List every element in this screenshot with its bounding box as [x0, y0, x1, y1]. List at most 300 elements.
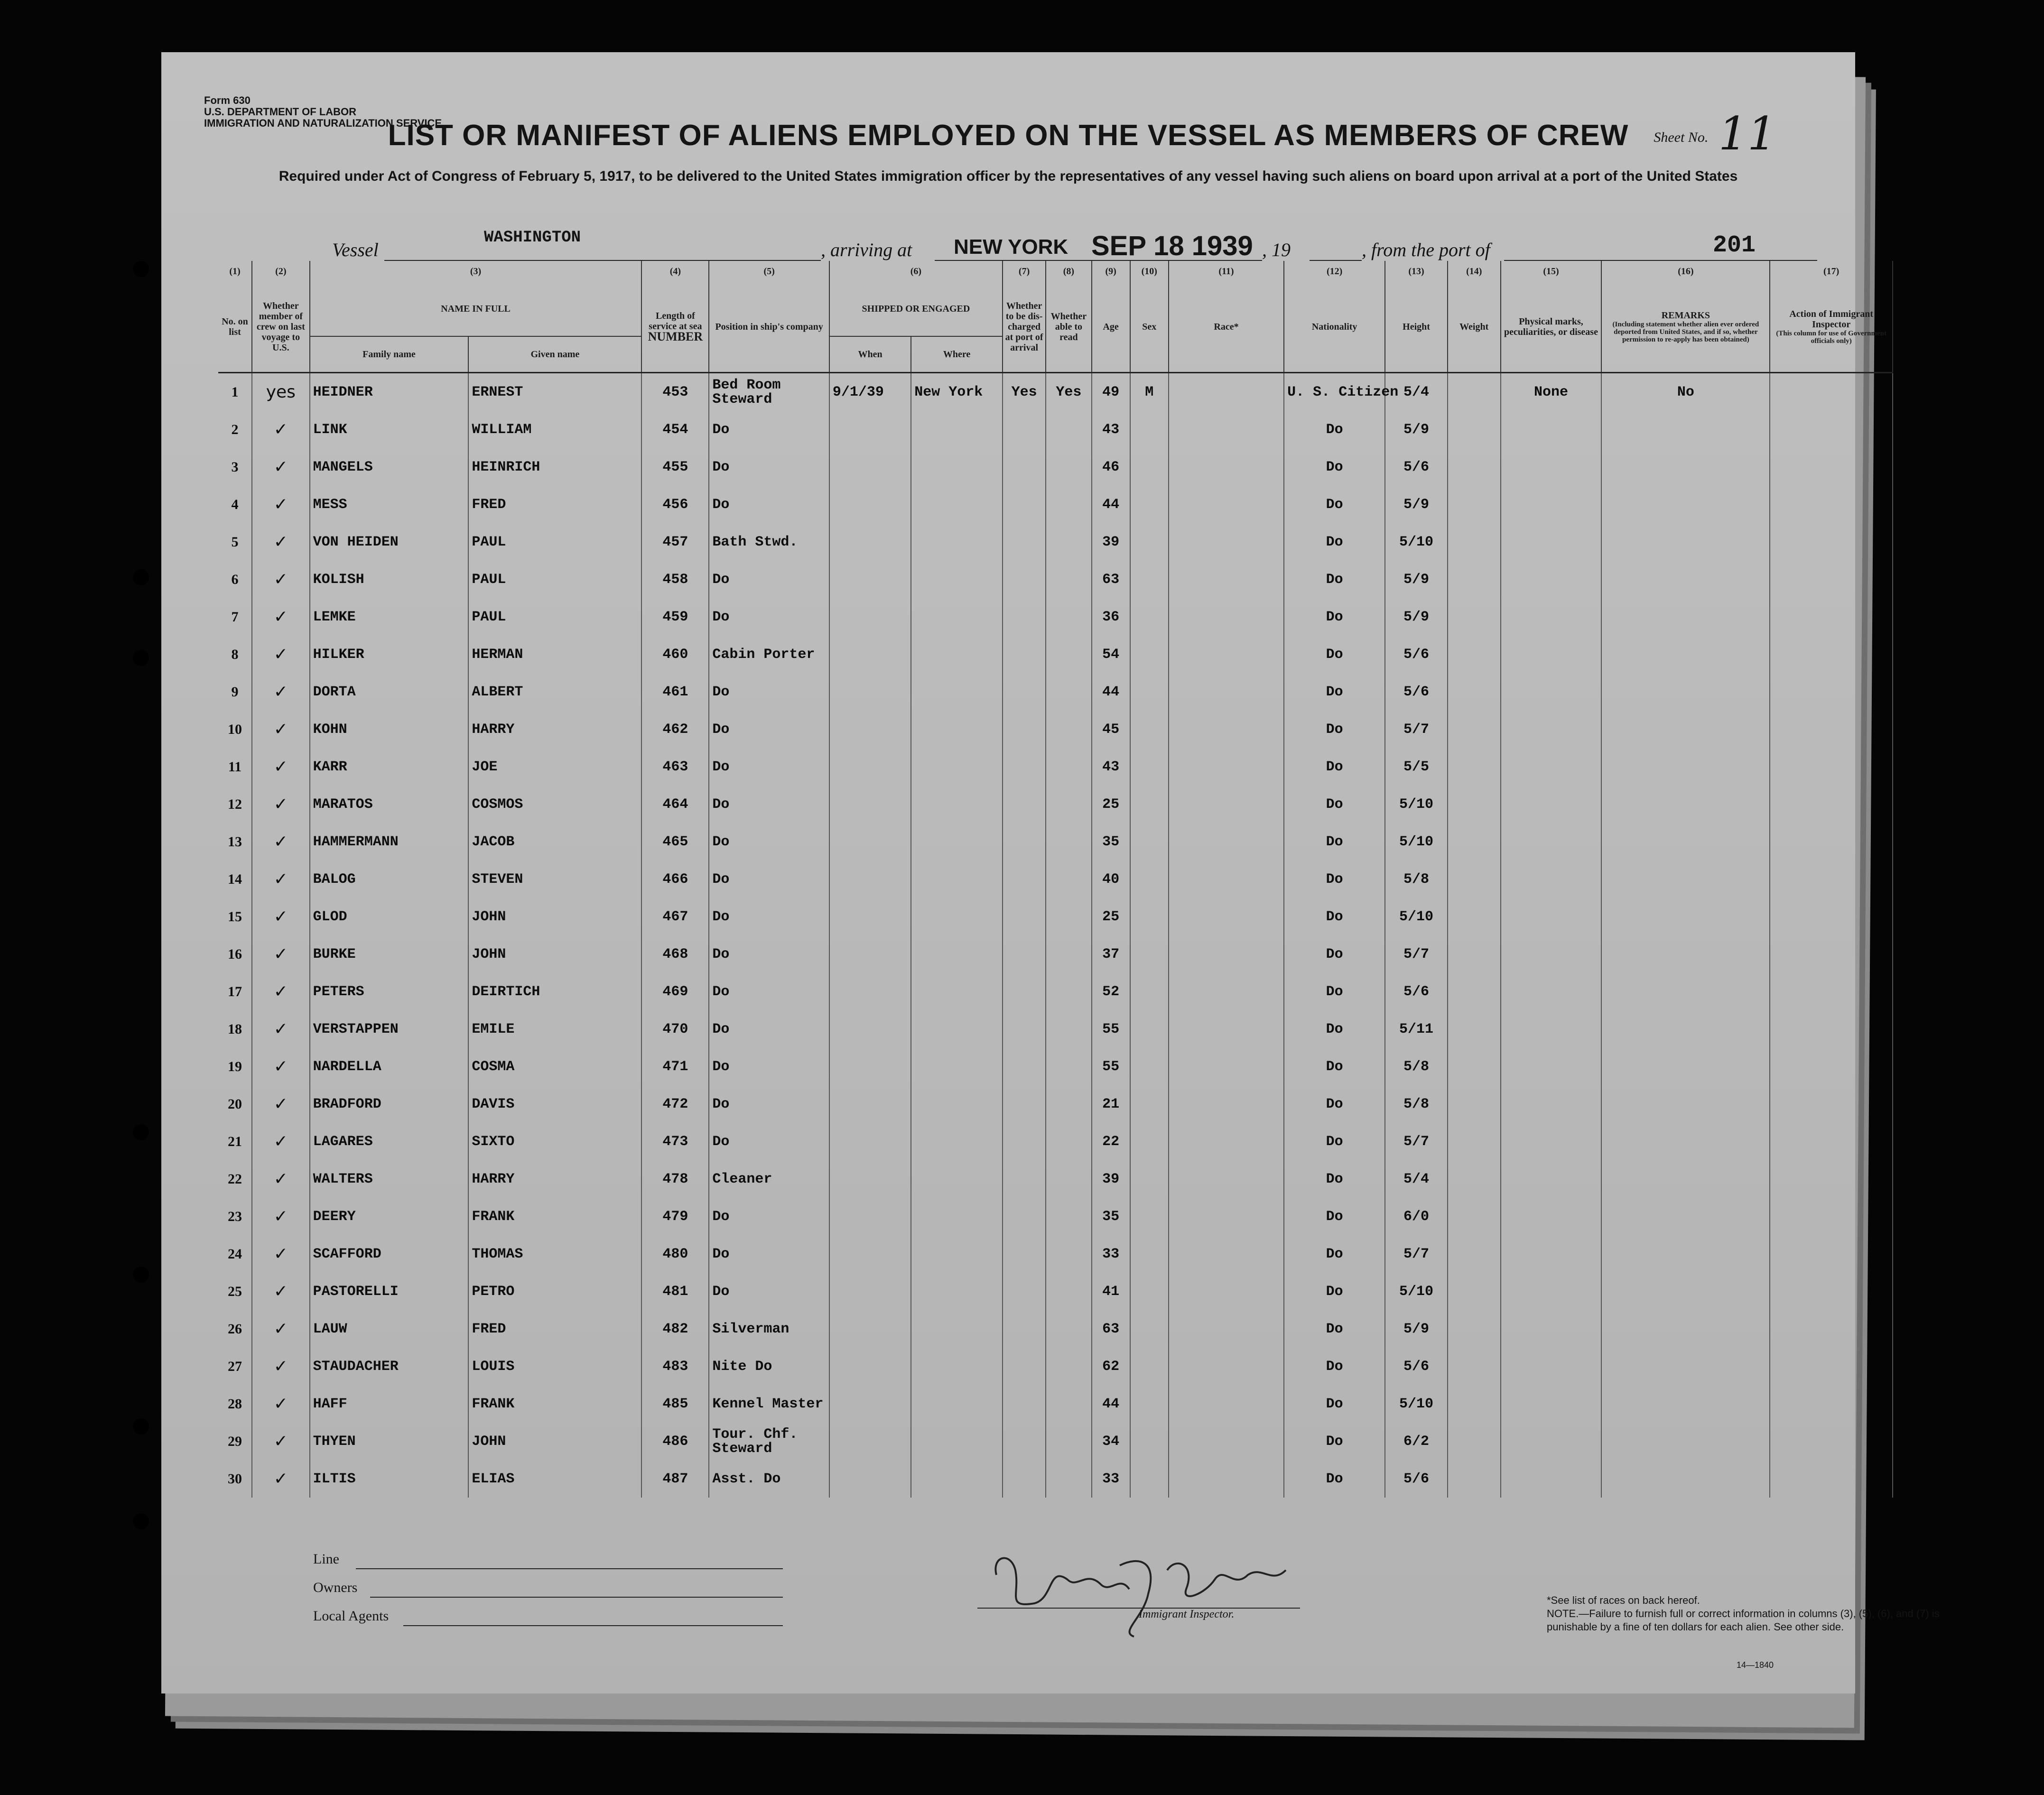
row-number-cell: 17 [218, 973, 252, 1010]
physical-marks-cell [1501, 711, 1602, 748]
shipped-where-cell [911, 1273, 1003, 1310]
row-number-cell: 8 [218, 636, 252, 673]
inspector-action-cell [1770, 523, 1893, 561]
table-row [218, 973, 1893, 1010]
page-title: LIST OR MANIFEST OF ALIENS EMPLOYED ON THE VESSEL AS MEMBERS OF CREW [388, 119, 1629, 152]
service-number-cell: 479 [641, 1198, 709, 1235]
nationality-cell: Do [1284, 673, 1385, 711]
sex-cell [1130, 1273, 1169, 1310]
shipped-when-cell [829, 935, 911, 973]
discharged-cell [1003, 448, 1046, 486]
inspector-action-cell [1770, 1010, 1893, 1048]
physical-marks-cell [1501, 1423, 1602, 1460]
remarks-sub: (Including statement whether alien ever ordered deported from United States, and if so, whether permission to re-apply has been obtained) [1612, 321, 1759, 343]
discharged-cell [1003, 711, 1046, 748]
age-cell: 25 [1092, 898, 1130, 935]
service-number-cell: 482 [641, 1310, 709, 1348]
shipped-when-cell [829, 711, 911, 748]
row-number-cell: 18 [218, 1010, 252, 1048]
physical-marks-cell [1501, 1160, 1602, 1198]
service-number-cell: 473 [641, 1123, 709, 1160]
height-cell: 5/8 [1385, 860, 1448, 898]
able-to-read-cell [1046, 598, 1091, 636]
sex-cell [1130, 448, 1169, 486]
table-row [218, 1048, 1893, 1085]
able-to-read-cell [1046, 1310, 1091, 1348]
able-to-read-cell [1046, 823, 1091, 860]
given-name-cell: SIXTO [468, 1123, 641, 1160]
discharged-cell [1003, 561, 1046, 598]
able-to-read-cell [1046, 523, 1091, 561]
given-name-cell: PAUL [468, 561, 641, 598]
table-row [218, 1198, 1893, 1235]
row-number-cell: 11 [218, 748, 252, 786]
height-cell: 5/11 [1385, 1010, 1448, 1048]
position-cell: Do [709, 786, 829, 823]
service-number-cell: 481 [641, 1273, 709, 1310]
nationality-cell: Do [1284, 1348, 1385, 1385]
punch-hole [133, 1418, 149, 1434]
race-cell [1169, 1235, 1284, 1273]
remarks-cell [1601, 748, 1770, 786]
able-to-read-cell [1046, 1010, 1091, 1048]
shipped-where-cell [911, 1123, 1003, 1160]
service-number-cell: 480 [641, 1235, 709, 1273]
vessel-label: Vessel [332, 239, 379, 260]
height-cell: 5/4 [1385, 1160, 1448, 1198]
able-to-read-cell [1046, 973, 1091, 1010]
position-cell: Do [709, 823, 829, 860]
year-label: , 19 [1262, 239, 1291, 260]
physical-marks-cell [1501, 1198, 1602, 1235]
member-last-voyage-cell: ✓ [252, 860, 310, 898]
remarks-cell [1601, 973, 1770, 1010]
member-last-voyage-cell: yes [252, 373, 310, 411]
member-last-voyage-cell: ✓ [252, 1348, 310, 1385]
table-row [218, 561, 1893, 598]
given-name-cell: COSMA [468, 1048, 641, 1085]
nationality-cell: Do [1284, 1010, 1385, 1048]
member-last-voyage-cell: ✓ [252, 711, 310, 748]
inspector-action-cell [1770, 486, 1893, 523]
punch-hole [133, 650, 149, 666]
shipped-when-cell [829, 823, 911, 860]
service-number-cell: 468 [641, 935, 709, 973]
physical-marks-cell [1501, 636, 1602, 673]
discharged-cell [1003, 973, 1046, 1010]
age-cell: 55 [1092, 1048, 1130, 1085]
age-cell: 55 [1092, 1010, 1130, 1048]
table-row [218, 448, 1893, 486]
race-cell [1169, 673, 1284, 711]
able-to-read-cell [1046, 1048, 1091, 1085]
able-to-read-cell [1046, 1198, 1091, 1235]
page-subtitle: Required under Act of Congress of February 5, 1917, to be delivered to the United States immigration officer by the representatives of any vessel having such aliens on board upon arrival at a port of the United States [279, 168, 1738, 184]
member-last-voyage-cell: ✓ [252, 1048, 310, 1085]
nationality-cell: Do [1284, 973, 1385, 1010]
shipped-when-cell [829, 860, 911, 898]
shipped-where-cell [911, 973, 1003, 1010]
header-position: Position in ship's company [709, 282, 829, 373]
discharged-cell [1003, 1123, 1046, 1160]
remarks-cell [1601, 1460, 1770, 1498]
position-cell: Do [709, 935, 829, 973]
position-cell: Asst. Do [709, 1460, 829, 1498]
colnum: (17) [1770, 261, 1893, 282]
header-discharged: Whether to be dis-charged at port of arrival [1003, 282, 1046, 373]
weight-cell [1448, 1460, 1501, 1498]
given-name-cell: STEVEN [468, 860, 641, 898]
weight-cell [1448, 1385, 1501, 1423]
colnum: (16) [1601, 261, 1770, 282]
header-action-inspector [1770, 282, 1893, 373]
header-weight: Weight [1448, 282, 1501, 373]
race-cell [1169, 1010, 1284, 1048]
height-cell: 5/9 [1385, 561, 1448, 598]
shipped-where-cell [911, 823, 1003, 860]
discharged-cell [1003, 1310, 1046, 1348]
weight-cell [1448, 1085, 1501, 1123]
able-to-read-cell [1046, 860, 1091, 898]
row-number-cell: 25 [218, 1273, 252, 1310]
able-to-read-cell [1046, 1423, 1091, 1460]
shipped-where-cell [911, 1460, 1003, 1498]
discharged-cell [1003, 1385, 1046, 1423]
nationality-cell: Do [1284, 411, 1385, 448]
row-number-cell: 2 [218, 411, 252, 448]
service-number-cell: 465 [641, 823, 709, 860]
from-port-label: , from the port of [1362, 239, 1490, 260]
discharged-cell [1003, 1235, 1046, 1273]
able-to-read-cell [1046, 561, 1091, 598]
given-name-cell: HARRY [468, 1160, 641, 1198]
weight-cell [1448, 898, 1501, 935]
race-cell [1169, 373, 1284, 411]
manifest-footer [218, 1546, 1940, 1689]
family-name-cell: DORTA [310, 673, 469, 711]
family-name-cell: DEERY [310, 1198, 469, 1235]
sex-cell [1130, 1310, 1169, 1348]
service-number-cell: 469 [641, 973, 709, 1010]
family-name-cell: HAMMERMANN [310, 823, 469, 860]
position-cell: Silverman [709, 1310, 829, 1348]
shipped-where-cell [911, 898, 1003, 935]
member-last-voyage-cell: ✓ [252, 935, 310, 973]
shipped-where-cell [911, 1160, 1003, 1198]
discharged-cell: Yes [1003, 373, 1046, 411]
sex-cell [1130, 1123, 1169, 1160]
height-cell: 5/6 [1385, 636, 1448, 673]
height-cell: 5/7 [1385, 935, 1448, 973]
height-cell: 5/7 [1385, 1235, 1448, 1273]
height-cell: 5/9 [1385, 598, 1448, 636]
remarks-cell [1601, 1310, 1770, 1348]
owners-label: Owners [313, 1580, 358, 1595]
table-row [218, 673, 1893, 711]
remarks-cell [1601, 1048, 1770, 1085]
discharged-cell [1003, 898, 1046, 935]
able-to-read-cell [1046, 673, 1091, 711]
discharged-cell [1003, 1348, 1046, 1385]
colnum: (5) [709, 261, 829, 282]
inspector-action-cell [1770, 673, 1893, 711]
age-cell: 39 [1092, 523, 1130, 561]
sheet-label: Sheet No. [1654, 130, 1709, 145]
sex-cell [1130, 1160, 1169, 1198]
able-to-read-cell: Yes [1046, 373, 1091, 411]
position-cell: Do [709, 448, 829, 486]
row-number-cell: 9 [218, 673, 252, 711]
inspector-action-cell [1770, 411, 1893, 448]
colnum: (1) [218, 261, 252, 282]
remarks-cell [1601, 1273, 1770, 1310]
nationality-cell: Do [1284, 1123, 1385, 1160]
shipped-when-cell [829, 1423, 911, 1460]
table-row [218, 1423, 1893, 1460]
race-cell [1169, 561, 1284, 598]
sex-cell [1130, 898, 1169, 935]
nationality-cell: Do [1284, 598, 1385, 636]
family-name-cell: LAGARES [310, 1123, 469, 1160]
remarks-cell [1601, 636, 1770, 673]
inspector-action-cell [1770, 973, 1893, 1010]
arriving-port: NEW YORK [954, 235, 1068, 259]
race-cell [1169, 1160, 1284, 1198]
inspector-action-cell [1770, 448, 1893, 486]
nationality-cell: Do [1284, 823, 1385, 860]
member-last-voyage-cell: ✓ [252, 1085, 310, 1123]
given-name-cell: JOHN [468, 1423, 641, 1460]
punch-hole [133, 1513, 149, 1529]
remarks-cell [1601, 1160, 1770, 1198]
race-cell [1169, 1348, 1284, 1385]
physical-marks-cell [1501, 860, 1602, 898]
member-last-voyage-cell: ✓ [252, 673, 310, 711]
header-given-name: Given name [468, 336, 641, 373]
shipped-when-cell [829, 673, 911, 711]
position-cell: Bath Stwd. [709, 523, 829, 561]
service-number-cell: 463 [641, 748, 709, 786]
inspector-action-cell [1770, 1160, 1893, 1198]
service-number-cell: 457 [641, 523, 709, 561]
age-cell: 21 [1092, 1085, 1130, 1123]
colnum: (7) [1003, 261, 1046, 282]
member-last-voyage-cell: ✓ [252, 1385, 310, 1423]
nationality-cell: Do [1284, 561, 1385, 598]
height-cell: 5/6 [1385, 973, 1448, 1010]
height-cell: 5/6 [1385, 1348, 1448, 1385]
sex-cell [1130, 636, 1169, 673]
race-cell [1169, 411, 1284, 448]
member-last-voyage-cell: ✓ [252, 598, 310, 636]
remarks-cell [1601, 1235, 1770, 1273]
sex-cell [1130, 673, 1169, 711]
age-cell: 22 [1092, 1123, 1130, 1160]
colnum: (10) [1130, 261, 1169, 282]
inspector-action-cell [1770, 860, 1893, 898]
height-cell: 5/6 [1385, 1460, 1448, 1498]
able-to-read-cell [1046, 1273, 1091, 1310]
shipped-where-cell [911, 1198, 1003, 1235]
age-cell: 43 [1092, 411, 1130, 448]
remarks-cell [1601, 711, 1770, 748]
line-label: Line [313, 1551, 339, 1567]
member-last-voyage-cell: ✓ [252, 523, 310, 561]
able-to-read-cell [1046, 786, 1091, 823]
sex-cell [1130, 411, 1169, 448]
remarks-cell [1601, 598, 1770, 636]
sheet-number: 11 [1718, 107, 1776, 160]
family-name-cell: BRADFORD [310, 1085, 469, 1123]
punch-hole [133, 1124, 149, 1140]
inspector-action-cell [1770, 786, 1893, 823]
height-cell: 5/9 [1385, 486, 1448, 523]
family-name-cell: BURKE [310, 935, 469, 973]
sex-cell [1130, 973, 1169, 1010]
header-length-service [641, 282, 709, 373]
shipped-where-cell: New York [911, 373, 1003, 411]
remarks-cell [1601, 1348, 1770, 1385]
sex-cell [1130, 523, 1169, 561]
able-to-read-cell [1046, 1385, 1091, 1423]
service-number-cell: 458 [641, 561, 709, 598]
member-last-voyage-cell: ✓ [252, 1160, 310, 1198]
shipped-when-cell [829, 448, 911, 486]
remarks-label: REMARKS [1661, 310, 1710, 321]
position-cell: Nite Do [709, 1348, 829, 1385]
physical-marks-cell [1501, 1348, 1602, 1385]
shipped-where-cell [911, 448, 1003, 486]
position-cell: Do [709, 898, 829, 935]
discharged-cell [1003, 523, 1046, 561]
shipped-when-cell [829, 1010, 911, 1048]
family-name-cell: VERSTAPPEN [310, 1010, 469, 1048]
table-row [218, 486, 1893, 523]
action-sub: (This column for use of Government officials only) [1776, 330, 1886, 345]
races-note: *See list of races on back hereof. [1547, 1594, 1700, 1606]
discharged-cell [1003, 1198, 1046, 1235]
inspector-action-cell [1770, 898, 1893, 935]
height-cell: 5/4 [1385, 373, 1448, 411]
shipped-where-cell [911, 673, 1003, 711]
physical-marks-cell [1501, 598, 1602, 636]
given-name-cell: HERMAN [468, 636, 641, 673]
position-cell: Cabin Porter [709, 636, 829, 673]
colnum: (4) [641, 261, 709, 282]
row-number-cell: 3 [218, 448, 252, 486]
member-last-voyage-cell: ✓ [252, 636, 310, 673]
given-name-cell: THOMAS [468, 1235, 641, 1273]
service-number-cell: 454 [641, 411, 709, 448]
punch-hole [133, 261, 149, 277]
sex-cell [1130, 1385, 1169, 1423]
age-cell: 52 [1092, 973, 1130, 1010]
weight-cell [1448, 1273, 1501, 1310]
weight-cell [1448, 823, 1501, 860]
weight-cell [1448, 1160, 1501, 1198]
shipped-where-cell [911, 411, 1003, 448]
nationality-cell: U. S. Citizen [1284, 373, 1385, 411]
service-number-cell: 470 [641, 1010, 709, 1048]
sex-cell [1130, 1235, 1169, 1273]
sex-cell [1130, 561, 1169, 598]
weight-cell [1448, 1123, 1501, 1160]
shipped-where-cell [911, 1085, 1003, 1123]
family-name-cell: MANGELS [310, 448, 469, 486]
shipped-when-cell [829, 1348, 911, 1385]
row-number-cell: 7 [218, 598, 252, 636]
table-row [218, 1348, 1893, 1385]
family-name-cell: ILTIS [310, 1460, 469, 1498]
nationality-cell: Do [1284, 1423, 1385, 1460]
service-number-cell: 453 [641, 373, 709, 411]
given-name-cell: WILLIAM [468, 411, 641, 448]
discharged-cell [1003, 1423, 1046, 1460]
inspector-action-cell [1770, 373, 1893, 411]
race-cell [1169, 823, 1284, 860]
inspector-action-cell [1770, 1310, 1893, 1348]
remarks-cell [1601, 486, 1770, 523]
physical-marks-cell: None [1501, 373, 1602, 411]
row-number-cell: 22 [218, 1160, 252, 1198]
family-name-cell: MARATOS [310, 786, 469, 823]
header-shipped-engaged: SHIPPED OR ENGAGED [829, 282, 1003, 336]
given-name-cell: HEINRICH [468, 448, 641, 486]
shipped-when-cell [829, 1085, 911, 1123]
position-cell: Do [709, 561, 829, 598]
weight-cell [1448, 1010, 1501, 1048]
remarks-cell [1601, 673, 1770, 711]
shipped-where-cell [911, 935, 1003, 973]
weight-cell [1448, 561, 1501, 598]
remarks-cell [1601, 898, 1770, 935]
sex-cell [1130, 860, 1169, 898]
given-name-cell: DAVIS [468, 1085, 641, 1123]
table-row [218, 1010, 1893, 1048]
shipped-when-cell [829, 898, 911, 935]
shipped-when-cell [829, 1273, 911, 1310]
shipped-when-cell [829, 748, 911, 786]
sex-cell [1130, 823, 1169, 860]
manifest-table-wrap [218, 261, 1893, 1498]
table-row [218, 1235, 1893, 1273]
remarks-cell [1601, 1123, 1770, 1160]
weight-cell [1448, 673, 1501, 711]
height-cell: 5/10 [1385, 1385, 1448, 1423]
position-cell: Do [709, 1235, 829, 1273]
discharged-cell [1003, 935, 1046, 973]
discharged-cell [1003, 1010, 1046, 1048]
nationality-cell: Do [1284, 523, 1385, 561]
remarks-cell [1601, 561, 1770, 598]
discharged-cell [1003, 823, 1046, 860]
colnum: (15) [1501, 261, 1602, 282]
weight-cell [1448, 486, 1501, 523]
shipped-where-cell [911, 598, 1003, 636]
service-number-cell: 487 [641, 1460, 709, 1498]
inspector-action-cell [1770, 1385, 1893, 1423]
race-cell [1169, 1385, 1284, 1423]
physical-marks-cell [1501, 973, 1602, 1010]
weight-cell [1448, 1310, 1501, 1348]
sex-cell [1130, 598, 1169, 636]
nationality-cell: Do [1284, 935, 1385, 973]
sex-cell [1130, 1048, 1169, 1085]
service-number-cell: 460 [641, 636, 709, 673]
age-cell: 40 [1092, 860, 1130, 898]
discharged-cell [1003, 748, 1046, 786]
colnum: (8) [1046, 261, 1091, 282]
